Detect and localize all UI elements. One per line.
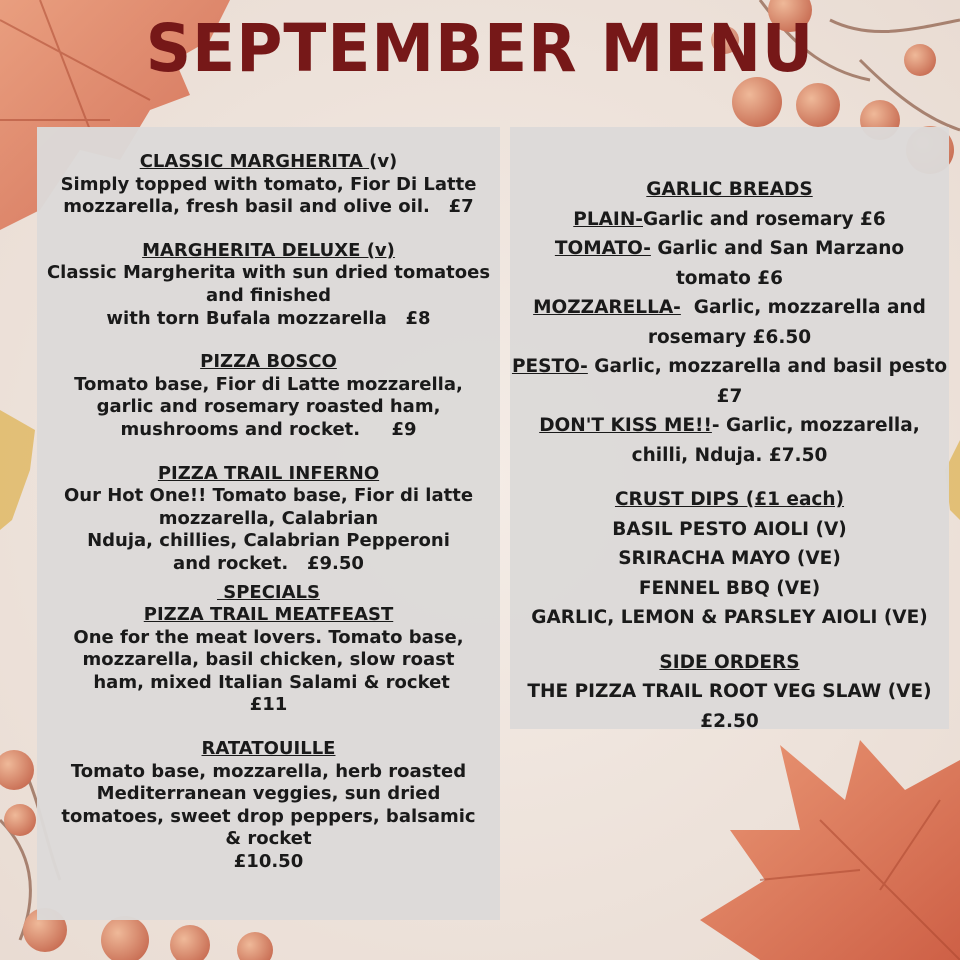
section-heading: GARLIC BREADS [646,179,813,200]
dip-item: FENNEL BBQ (VE) [638,577,821,599]
item-desc: mozzarella, fresh basil and olive oil. £7 [63,196,474,218]
item-name: RATATOUILLE [201,738,336,760]
crust-dips-section [510,485,949,633]
item-desc: Garlic, mozzarella and basil pesto [587,356,948,377]
item-desc: Garlic, mozzarella and [680,297,926,318]
item-desc: Nduja, chillies, Calabrian Pepperoni [87,530,450,552]
item-desc: and rocket. £9.50 [173,552,364,574]
item-name: PIZZA BOSCO [200,351,337,373]
side-orders-section [510,648,949,737]
side-item: THE PIZZA TRAIL ROOT VEG SLAW (VE) [527,681,932,702]
item-desc: Mediterranean veggies, sun dried [96,783,441,805]
item-desc: & rocket [225,828,312,850]
specials-heading: SPECIALS [217,581,320,603]
item-desc: Classic Margherita with sun dried tomatoes [46,262,491,284]
item-desc: Our Hot One!! Tomato base, Fior di latte [63,485,474,507]
item-desc: and finished [205,284,332,306]
menu-item-classic-margherita [37,151,500,219]
item-desc: garlic and rosemary roasted ham, [96,396,441,418]
item-desc: mushrooms and rocket. £9 [120,418,417,440]
item-desc: ham, mixed Italian Salami & rocket [87,671,450,693]
item-name: CLASSIC MARGHERITA [139,151,370,172]
item-desc: chilli, Nduja. £7.50 [631,444,828,466]
menu-item-meatfeast [37,582,500,718]
item-desc: Tomato base, mozzarella, herb roasted [70,760,467,782]
garlic-breads-section [510,175,949,470]
menu-title: SEPTEMBER MENU [145,10,815,87]
item-desc: Garlic and San Marzano [650,238,905,259]
section-heading: CRUST DIPS (£1 each) [614,489,845,510]
item-price: £2.50 [700,710,759,732]
item-desc: - Garlic, mozzarella, [711,415,920,436]
item-price: £10.50 [233,851,304,873]
item-name: MARGHERITA DELUXE (v) [142,239,395,261]
dip-item: GARLIC, LEMON & PARSLEY AIOLI (VE) [531,607,928,628]
menu-item-pizza-bosco [37,351,500,441]
item-desc: One for the meat lovers. Tomato base, [73,626,464,648]
item-name: PIZZA TRAIL INFERNO [157,462,380,484]
dip-item: BASIL PESTO AIOLI (V) [612,518,847,540]
item-desc: Garlic and rosemary £6 [642,208,886,230]
item-desc: mozzarella, basil chicken, slow roast [82,649,455,671]
item-desc: Tomato base, Fior di Latte mozzarella, [74,373,463,395]
item-name: DON'T KISS ME!! [539,415,712,436]
item-desc: tomato £6 [675,267,784,289]
item-desc: tomatoes, sweet drop peppers, balsamic [61,805,476,827]
item-name: PESTO- [511,356,588,377]
item-name: TOMATO- [554,238,651,259]
sides-menu-panel [510,127,949,732]
item-name: PIZZA TRAIL MEATFEAST [143,604,394,626]
item-desc: £7 [716,385,743,407]
section-heading: SIDE ORDERS [659,651,800,673]
pizza-menu-panel [37,127,500,920]
item-desc: Simply topped with tomato, Fior Di Latte [60,173,477,195]
item-desc: with torn Bufala mozzarella £8 [106,307,431,329]
menu-item-ratatouille [37,738,500,874]
item-tag: (v) [369,151,398,172]
item-price: £11 [249,694,288,716]
menu-item-margherita-deluxe [37,240,500,330]
item-name: PLAIN- [573,208,643,230]
item-desc: mozzarella, Calabrian [158,507,379,529]
dip-item: SRIRACHA MAYO (VE) [618,548,841,569]
item-name: MOZZARELLA- [533,297,681,318]
item-desc: rosemary £6.50 [647,326,812,348]
menu-item-pizza-trail-inferno [37,463,500,576]
